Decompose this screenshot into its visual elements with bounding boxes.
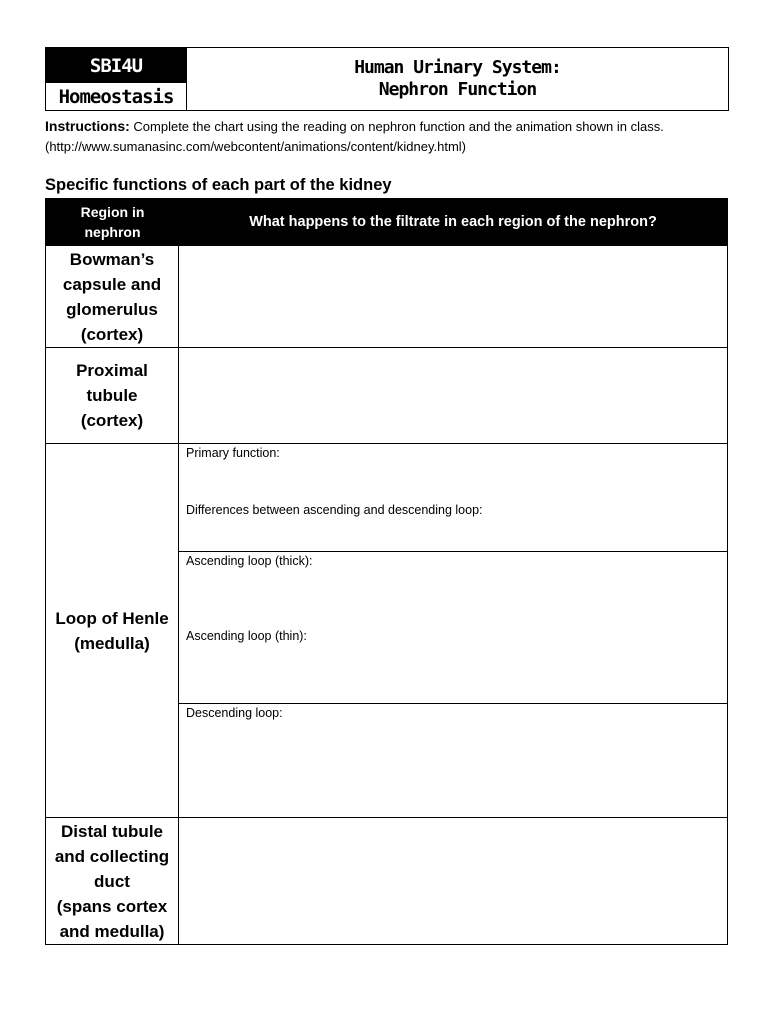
region-cell [46, 348, 179, 443]
region-line: Distal tubule [60, 821, 163, 841]
answer-cell-ascending-loop[interactable] [179, 551, 727, 703]
table-row-bowmans-capsule [46, 245, 727, 347]
loop-of-henle-answers [179, 444, 727, 817]
title-line-1: Human Urinary System: [354, 57, 561, 78]
answer-cell-bowmans-capsule[interactable] [179, 246, 727, 347]
instructions-label: Instructions: [45, 118, 130, 134]
region-line: glomerulus [66, 299, 158, 319]
region-line: tubule [86, 386, 138, 405]
table-row-distal-tubule [46, 817, 727, 944]
region-line: duct [94, 871, 130, 891]
region-header-line-1: Region in [80, 204, 145, 220]
region-line: (cortex) [80, 324, 144, 344]
answer-cell-descending-loop[interactable] [179, 703, 727, 817]
instructions-text: Complete the chart using the reading on nephron function and the animation shown in class. [129, 119, 664, 134]
primary-function-prompt: Primary function: [186, 446, 280, 460]
region-cell [46, 246, 179, 347]
worksheet-header [45, 47, 729, 111]
ascending-thin-prompt: Ascending loop (thin): [186, 629, 307, 643]
region-line: Loop of Henle [55, 608, 169, 628]
section-title: Specific functions of each part of the kidney [45, 176, 392, 194]
table-row-proximal-tubule [46, 347, 727, 443]
table-row-loop-of-henle [46, 443, 727, 817]
region-header-line-2: nephron [84, 224, 141, 240]
nephron-table [45, 198, 728, 945]
region-line: capsule and [62, 274, 162, 294]
descending-prompt: Descending loop: [186, 706, 283, 720]
differences-prompt: Differences between ascending and descending loop: [186, 503, 483, 517]
worksheet-title [187, 48, 728, 110]
region-line: Proximal [76, 361, 148, 380]
unit-name: Homeostasis [58, 85, 174, 108]
region-line: (spans cortex [56, 896, 168, 916]
ascending-thick-prompt: Ascending loop (thick): [186, 554, 313, 568]
instructions-url: (http://www.sumanasinc.com/webcontent/animations/content/kidney.html) [45, 139, 467, 154]
answer-cell-distal-tubule[interactable] [179, 818, 727, 944]
region-line: (medulla) [74, 633, 150, 653]
region-line: (cortex) [80, 411, 144, 430]
region-cell [46, 818, 179, 944]
instructions [45, 116, 735, 157]
region-column-header [46, 199, 179, 245]
region-line: and collecting [54, 846, 170, 866]
answer-cell-primary-function[interactable] [179, 444, 727, 551]
filtrate-column-header: What happens to the filtrate in each region of the nephron? [249, 214, 657, 230]
course-info [46, 48, 187, 110]
region-line: Bowman’s [69, 249, 155, 269]
answer-cell-proximal-tubule[interactable] [179, 348, 727, 443]
course-code: SBI4U [46, 48, 186, 83]
region-cell [46, 444, 179, 817]
table-header-row [46, 199, 727, 245]
region-line: and medulla) [59, 921, 165, 941]
title-line-2: Nephron Function [378, 79, 537, 100]
